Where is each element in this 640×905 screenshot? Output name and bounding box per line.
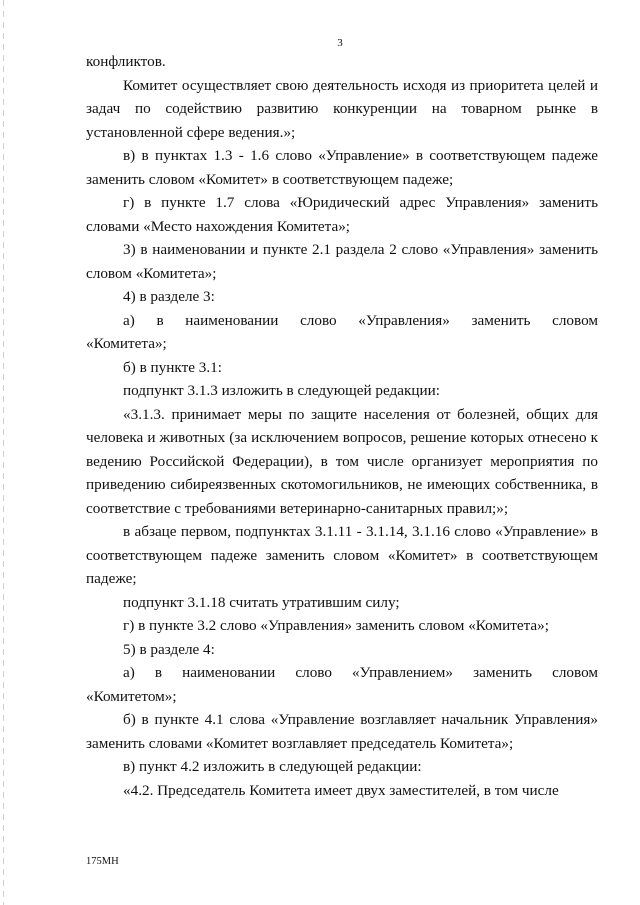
paragraph-13: г) в пункте 3.2 слово «Управления» заменить словом «Комитета»; [123, 617, 549, 634]
paragraph-12: подпункт 3.1.18 считать утратившим силу; [123, 593, 400, 611]
document-body [86, 50, 598, 802]
paragraph-16: б) в пункте 4.1 слова «Управление возглавляет начальник Управления» заменить словами «Комитет возглавляет председатель Комитета»; [86, 711, 598, 752]
paragraph-15: а) в наименовании слово «Управлением» заменить словом «Комитетом»; [86, 664, 598, 705]
paragraph-8: б) в пункте 3.1: [123, 358, 222, 376]
paragraph-2: Комитет осуществляет свою деятельность исходя из приоритета целей и задач по содействию развитию конкуренции на товарном рынке в установленной сфере ведения.»; [86, 76, 598, 141]
paragraph-1: конфликтов. [86, 53, 166, 70]
paragraph-4: г) в пункте 1.7 слова «Юридический адрес Управления» заменить словами «Место нахождения Комитета»; [86, 194, 598, 235]
scan-edge-artifact [3, 0, 4, 905]
paragraph-9: подпункт 3.1.3 изложить в следующей редакции: [123, 382, 440, 399]
paragraph-17: в) пункт 4.2 изложить в следующей редакции: [123, 758, 422, 775]
paragraph-5: 3) в наименовании и пункте 2.1 раздела 2 слово «Управления» заменить словом «Комитета»; [86, 241, 598, 282]
paragraph-7: а) в наименовании слово «Управления» заменить словом «Комитета»; [86, 311, 598, 352]
paragraph-11: в абзаце первом, подпунктах 3.1.11 - 3.1.14, 3.1.16 слово «Управление» в соответствующем падеже заменить словом «Комитет» в соответствующем падеже; [86, 523, 598, 587]
paragraph-3: в) в пунктах 1.3 - 1.6 слово «Управление» в соответствующем падеже заменить словом «Комитет» в соответствующем падеже; [86, 147, 598, 188]
page-number: 3 [337, 37, 343, 49]
paragraph-14: 5) в разделе 4: [123, 640, 215, 658]
paragraph-10: «3.1.3. принимает меры по защите населения от болезней, общих для человека и животных (за исключением вопросов, решение которых отнесено к ведению Российской Федерации), в том числе организует мероприятия по приведению сибиреязвенных скотомогильников, не имеющих собственника, в соответствие с требованиями ветеринарно-санитарных правил;»; [86, 405, 598, 517]
document-code: 175МН [86, 856, 119, 867]
paragraph-6: 4) в разделе 3: [123, 288, 215, 305]
paragraph-18: «4.2. Председатель Комитета имеет двух заместителей, в том числе [123, 781, 559, 799]
